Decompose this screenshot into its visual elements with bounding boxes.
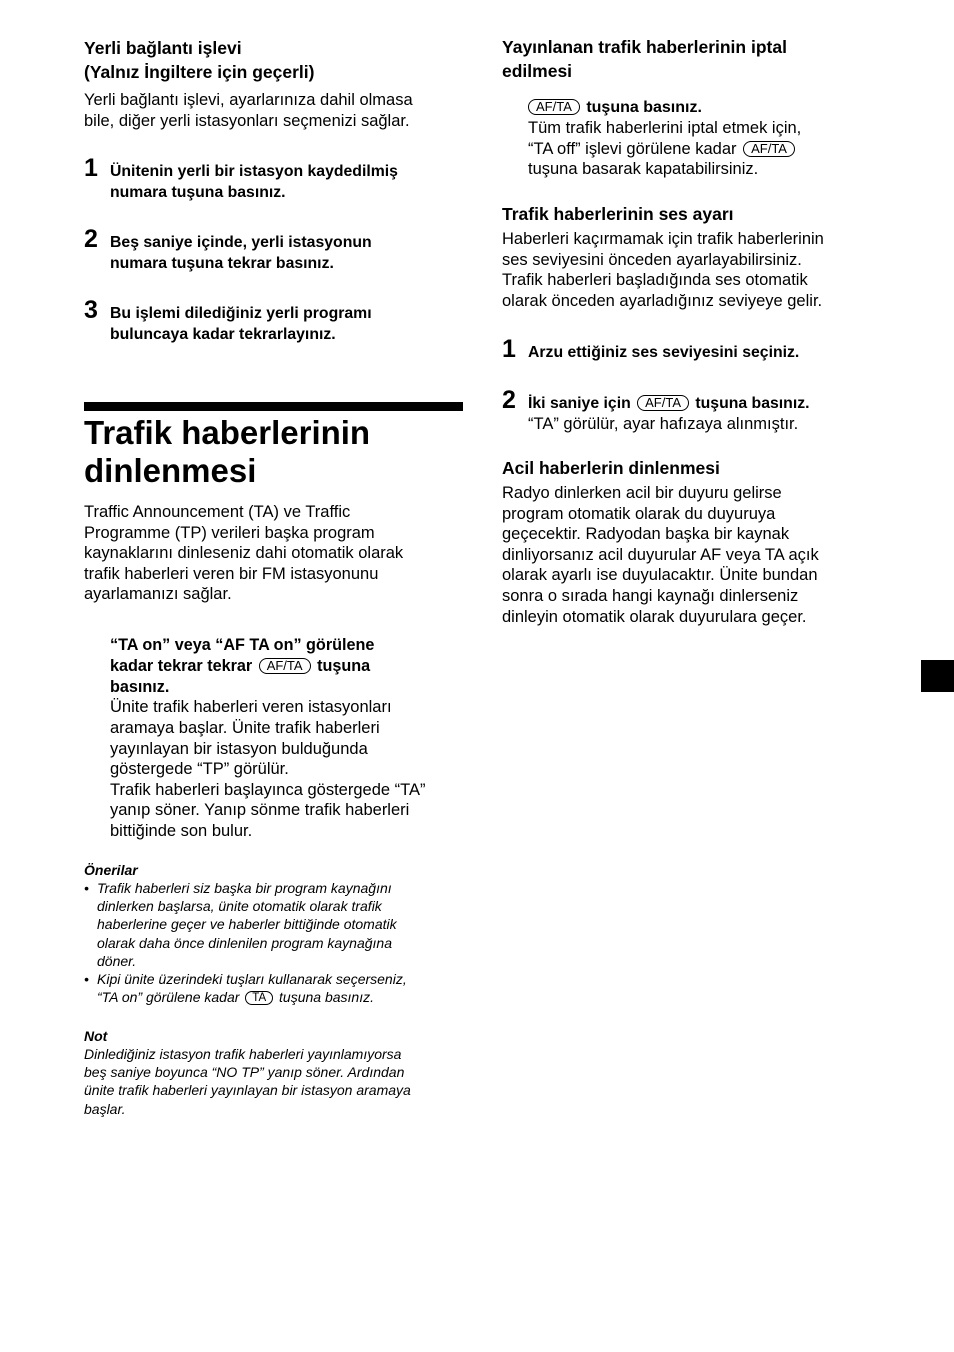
volume-heading: Trafik haberlerinin ses ayarı [502,204,734,224]
note-title: Not [84,1028,108,1044]
af-ta-key-icon: AF/TA [637,395,689,411]
step-text: Ünitenin yerli bir istasyon kaydedilmiş numara tuşuna basınız. [110,163,398,201]
note-block [84,1027,411,1118]
tip-item: • Trafik haberleri siz başka bir program kaynağını dinlerken başlarsa, ünite otomatik olarak trafik haberlerine geçer ve haberler bittiğinde otomatik olarak daha önce dinlenilen program kaynağına döner. [84,880,397,969]
af-ta-key-icon: AF/TA [743,141,795,157]
section-divider [84,402,463,411]
tip-item: • Kipi ünite üzerindeki tuşları kullanarak seçerseniz, “TA on” görülene kadar TA tuşuna basınız. [84,971,407,1006]
tips-title: Önerilar [84,862,138,878]
page-title: Trafik haberlerinin dinlenmesi [84,414,371,489]
step-number: 2 [84,225,98,253]
af-ta-key-icon: AF/TA [528,99,580,115]
cancel-heading: Yayınlanan trafik haberlerinin iptal edilmesi [502,37,787,81]
note-text: Dinlediğiniz istasyon trafik haberleri yayınlamıyorsa beş saniye boyunca “NO TP” yanıp söner. Ardından ünite trafik haberleri yayınlayan bir istasyon aramaya başlar. [84,1046,411,1117]
local-link-heading: Yerli bağlantı işlevi (Yalnız İngiltere için geçerli) [84,38,315,82]
step-text: Beş saniye içinde, yerli istasyonun numara tuşuna tekrar basınız. [110,234,372,272]
emergency-heading: Acil haberlerin dinlenmesi [502,458,720,478]
cancel-instruction: AF/TA tuşuna basınız. Tüm trafik haberlerini iptal etmek için, “TA off” işlevi görülene kadar AF/TA tuşuna basarak kapatabilirsiniz. [528,99,802,179]
volume-intro: Haberleri kaçırmamak için trafik haberlerinin ses seviyesini önceden ayarlayabilirsiniz. Trafik haberleri başladığında ses otomatik olarak önceden ayarladığınız seviyeye gelir. [502,230,824,310]
step-number: 1 [84,154,98,182]
bullet-icon: • [84,971,89,988]
step-number: 2 [502,386,516,414]
step-number: 3 [84,296,98,324]
step-number: 1 [502,335,516,363]
tips-block [84,861,407,1006]
step-text: Arzu ettiğiniz ses seviyesini seçiniz. [528,344,800,361]
ta-key-icon: TA [245,991,273,1005]
traffic-instruction: “TA on” veya “AF TA on” görülene kadar tekrar tekrar AF/TA tuşuna basınız. Ünite trafik haberleri veren istasyonları aramaya başlar. Ünite trafik haberleri yayınlayan bir istasyon bulduğunda göstergede “TP” görülür. Trafik haberleri başlayınca göstergede “TA” yanıp söner. Yanıp sönme trafik haberleri bittiğinde son bulur. [110,636,426,840]
section-tab-marker [921,660,954,692]
traffic-intro: Traffic Announcement (TA) ve Traffic Programme (TP) verileri başka program kaynaklarını dinleseniz dahi otomatik olarak trafik haberleri veren bir FM istasyonunu ayarlamanızı sağlar. [84,503,404,604]
local-link-intro: Yerli bağlantı işlevi, ayarlarınıza dahil olmasa bile, diğer yerli istasyonları seçmenizi sağlar. [84,91,413,130]
emergency-text: Radyo dinlerken acil bir duyuru gelirse program otomatik olarak du duyuruya geçecektir. Radyodan başka bir kaynak dinliyorsanız acil duyurular AF veya TA açık olarak ayarlı ise duyulacaktır. Ünite bundan sonra o sırada hangi kaynağı dinlerseniz dinleyin otomatik olarak duyurulara geçer. [502,484,819,626]
step-text: İki saniye için AF/TA tuşuna basınız. “TA” görülür, ayar hafızaya alınmıştır. [528,395,810,433]
af-ta-key-icon: AF/TA [259,658,311,674]
step-text: Bu işlemi dilediğiniz yerli programı buluncaya kadar tekrarlayınız. [110,305,372,343]
bullet-icon: • [84,880,89,896]
